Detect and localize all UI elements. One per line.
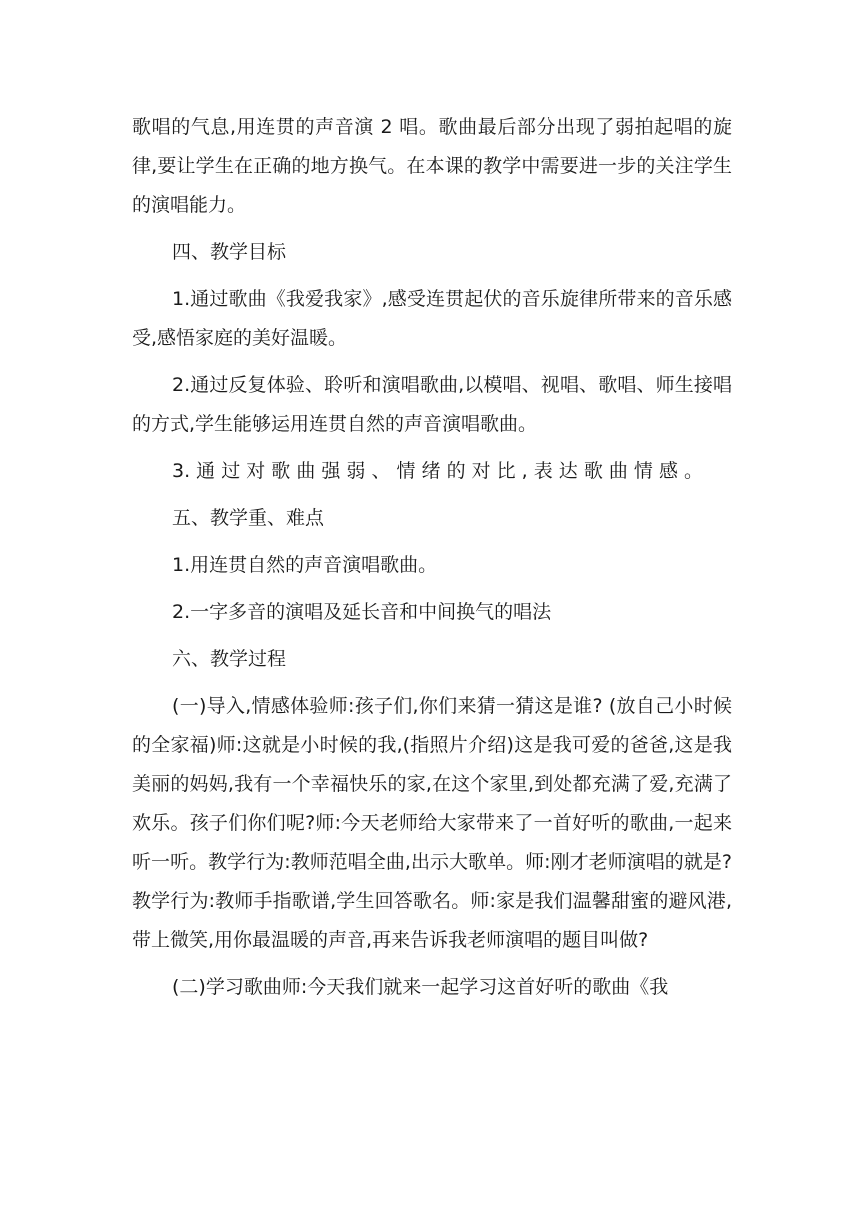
document-body bbox=[132, 108, 732, 1015]
process-step-1: (一)导入,情感体验师:孩子们,你们来猜一猜这是谁? (放自己小时候的全家福)师:这就是小时候的我,(指照片介绍)这是我可爱的爸爸,这是我美丽的妈妈,我有一个幸福快乐的家,在这个家里,到处都充满了爱,充满了欢乐。孩子们你们呢?师:今天老师给大家带来了一首好听的歌曲,一起来听一听。教学行为:教师范唱全曲,出示大歌单。师:刚才老师演唱的就是?教学行为:教师手指歌谱,学生回答歌名。师:家是我们温馨甜蜜的避风港,带上微笑,用你最温暖的声音,再来告诉我老师演唱的题目叫做? bbox=[132, 695, 732, 951]
objective-item-3: 3. 通 过 对 歌 曲 强 弱 、 情 绪 的 对 比 , 表 达 歌 曲 情 感 。 bbox=[172, 460, 703, 482]
section-heading-process: 六、教学过程 bbox=[172, 648, 287, 670]
section-heading-key-points: 五、教学重、难点 bbox=[172, 507, 325, 529]
section-heading-objectives: 四、教学目标 bbox=[172, 241, 287, 263]
objective-item-1: 1.通过歌曲《我爱我家》,感受连贯起伏的音乐旋律所带来的音乐感受,感悟家庭的美好温暖。 bbox=[132, 288, 732, 349]
process-step-2: (二)学习歌曲师:今天我们就来一起学习这首好听的歌曲《我 bbox=[172, 976, 669, 998]
objective-item-2: 2.通过反复体验、聆听和演唱歌曲,以模唱、视唱、歌唱、师生接唱的方式,学生能够运用连贯自然的声音演唱歌曲。 bbox=[132, 374, 732, 435]
paragraph-continuation: 歌唱的气息,用连贯的声音演 2 唱。歌曲最后部分出现了弱拍起唱的旋律,要让学生在正确的地方换气。在本课的教学中需要进一步的关注学生的演唱能力。 bbox=[132, 116, 732, 216]
key-point-item-2: 2.一字多音的演唱及延长音和中间换气的唱法 bbox=[172, 601, 552, 623]
key-point-item-1: 1.用连贯自然的声音演唱歌曲。 bbox=[172, 554, 438, 576]
